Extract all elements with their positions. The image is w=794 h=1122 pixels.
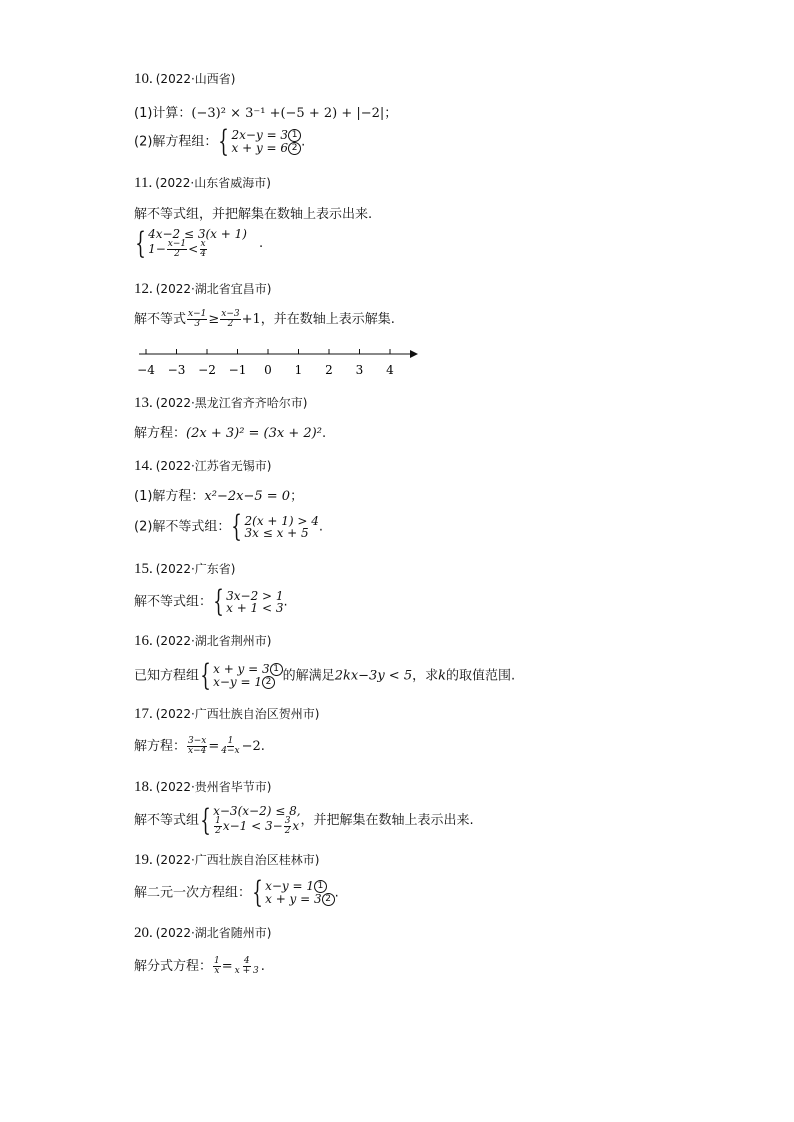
inequality-row: 3x−2 > 1 (226, 589, 284, 603)
q10-part1-label: (1)计算： (134, 106, 192, 121)
inequality-part: 1− (148, 242, 166, 256)
brace-icon: { (200, 802, 211, 838)
number-line-tick-label: 0 (264, 363, 272, 377)
question-header-10 (134, 68, 235, 88)
circled-number: 1 (314, 880, 327, 893)
q18-text (134, 802, 474, 838)
question-header-17 (134, 703, 319, 723)
circled-number: 2 (262, 676, 275, 689)
circled-number: 1 (288, 129, 301, 142)
question-header-20 (134, 922, 271, 942)
q10-part2 (134, 124, 306, 159)
number-line-tick-label: −4 (137, 363, 155, 377)
inequality-row: 3x ≤ x + 5 (244, 526, 309, 540)
number-line-tick-label: 3 (355, 363, 364, 377)
q16-condition: 2kx−3y < 5 (334, 668, 413, 684)
q11-text: 解不等式组，并把解集在数轴上表示出来. (134, 207, 373, 222)
fraction: $\frac{4}{x + 3}$ (234, 956, 259, 976)
q13-text (134, 422, 326, 441)
fraction: $\frac{3}{2}$ (284, 816, 291, 836)
q15-label: 解不等式组： (134, 594, 213, 610)
number-line-tick-label: 4 (386, 363, 394, 377)
circled-number: 2 (322, 893, 335, 906)
q15-text (134, 584, 288, 619)
variable-k: k (438, 668, 447, 684)
question-number: 11. (134, 175, 153, 191)
question-source: (2022·山西省) (155, 72, 236, 86)
question-source: (2022·广西壮族自治区贺州市) (155, 707, 320, 721)
q16-suffix: 的取值范围. (446, 668, 516, 684)
geq-sign: ≥ (208, 312, 220, 327)
period: . (334, 885, 339, 901)
question-number: 15. (134, 561, 153, 577)
question-header-12 (134, 278, 271, 298)
q16-text (134, 658, 516, 693)
q10-part2-label: (2)解方程组： (134, 134, 218, 150)
q10-part1 (134, 102, 397, 121)
question-source: (2022·湖北省宜昌市) (155, 282, 272, 296)
q14-part2 (134, 509, 324, 544)
q19-prefix: 解二元一次方程组： (134, 885, 252, 901)
q19-text (134, 875, 339, 910)
q20-text (134, 955, 265, 976)
question-number: 17. (134, 706, 153, 722)
q13-prefix: 解方程： (134, 426, 187, 441)
fraction: $\frac{x-1}{3}$ (188, 309, 207, 329)
question-number: 13. (134, 395, 153, 411)
question-header-15 (134, 558, 235, 578)
equation-row: x + y = 3 (265, 892, 322, 906)
q18-suffix: ，并把解集在数轴上表示出来. (300, 813, 474, 828)
equals-sign: = (208, 739, 220, 754)
q16-suffix: ，求 (412, 668, 439, 684)
equation-row: x−y = 1 (213, 675, 263, 689)
q16-prefix: 已知方程组 (134, 668, 200, 684)
equation-row: x + y = 3 (213, 662, 270, 676)
inequality-row: 2(x + 1) > 4 (244, 514, 319, 528)
question-header-18 (134, 776, 271, 796)
fraction: $\frac{1}{x}$ (214, 956, 220, 976)
q12-prefix: 解不等式 (134, 312, 187, 327)
number-line-tick-label: −2 (198, 363, 216, 377)
arrow-icon (410, 350, 418, 358)
q17-prefix: 解方程： (134, 739, 187, 754)
fraction: $\frac{x-3}{2}$ (221, 309, 240, 329)
number-line (134, 340, 424, 382)
inequality-row: 4x−2 ≤ 3(x + 1) (148, 227, 247, 241)
question-number: 20. (134, 925, 153, 941)
question-number: 10. (134, 71, 153, 87)
brace-icon: { (252, 875, 263, 910)
q17-text (134, 735, 265, 756)
period: . (301, 134, 306, 150)
q12-text (134, 308, 395, 329)
q14-part1-label: (1)解方程： (134, 489, 205, 504)
equation-row: 2x−y = 3 (231, 128, 289, 142)
fraction: $\frac{1}{4-x}$ (221, 736, 240, 756)
question-source: (2022·黑龙江省齐齐哈尔市) (155, 396, 308, 410)
question-source: (2022·湖北省随州市) (155, 926, 272, 940)
q18-prefix: 解不等式组 (134, 813, 200, 828)
circled-number: 2 (288, 142, 301, 155)
q11-system (134, 225, 264, 261)
question-number: 16. (134, 633, 153, 649)
q16-middle: 的解满足 (282, 668, 335, 684)
fraction: $\frac{x-1}{2}$ (167, 239, 187, 259)
q14-part1 (134, 485, 303, 504)
q13-equation: (2x + 3)² = (3x + 2)² (186, 426, 322, 441)
question-header-11 (134, 172, 271, 192)
period: . (258, 236, 264, 251)
fraction: $\frac{1}{2}$ (215, 816, 221, 836)
q10-part1-expression: (−3)² × 3⁻¹ +(−5 + 2) + |−2|； (191, 106, 398, 121)
equals-sign: = (221, 959, 233, 974)
inequality-part: x−1 < 3− (222, 819, 283, 833)
question-header-14 (134, 455, 271, 475)
brace-icon: { (213, 584, 224, 619)
period: . (318, 519, 324, 535)
q14-part2-label: (2)解不等式组： (134, 519, 231, 535)
inequality-row: x + 1 < 3 (226, 601, 284, 615)
equation-row: x−y = 1 (265, 879, 315, 893)
q12-suffix: ，并在数轴上表示解集. (260, 312, 395, 327)
brace-icon: { (231, 509, 243, 544)
q10-equation-system (217, 124, 301, 159)
question-header-19 (134, 849, 319, 869)
question-number: 14. (134, 458, 153, 474)
period: . (283, 594, 288, 610)
brace-icon: { (218, 124, 230, 159)
period: . (321, 426, 327, 441)
question-number: 19. (134, 852, 153, 868)
number-line-tick-label: −3 (167, 363, 186, 377)
inequality-part: x (292, 819, 300, 833)
inequality-part: < (188, 242, 199, 256)
q20-prefix: 解分式方程： (134, 959, 213, 974)
q14-part1-equation: x²−2x−5 = 0 (204, 489, 291, 504)
question-header-16 (134, 630, 271, 650)
question-source: (2022·广西壮族自治区桂林市) (155, 853, 320, 867)
number-line-tick-label: 1 (294, 363, 303, 377)
question-source: (2022·广东省) (155, 562, 236, 576)
number-line-tick-label: 2 (325, 363, 333, 377)
circled-number: 1 (270, 663, 283, 676)
period: . (260, 739, 265, 754)
question-header-13 (134, 392, 307, 412)
question-number: 12. (134, 281, 153, 297)
fraction: $\frac{x}{4}$ (200, 239, 206, 259)
number-line-tick-label: −1 (228, 363, 247, 377)
semicolon: ； (290, 489, 304, 504)
inequality-row: x−3(x−2) ≤ 8, (213, 804, 301, 818)
fraction: $\frac{3-x}{x-4}$ (188, 736, 207, 756)
brace-icon: { (200, 658, 211, 693)
question-source: (2022·江苏省无锡市) (155, 459, 272, 473)
question-source: (2022·贵州省毕节市) (155, 780, 272, 794)
equation-row: x + y = 6 (231, 141, 289, 155)
period: . (260, 959, 265, 974)
question-source: (2022·湖北省荆州市) (155, 634, 272, 648)
plus-one: +1 (241, 312, 261, 327)
minus-two: −2 (241, 739, 261, 754)
question-number: 18. (134, 779, 153, 795)
brace-icon: { (135, 225, 146, 261)
question-source: (2022·山东省威海市) (155, 176, 271, 190)
